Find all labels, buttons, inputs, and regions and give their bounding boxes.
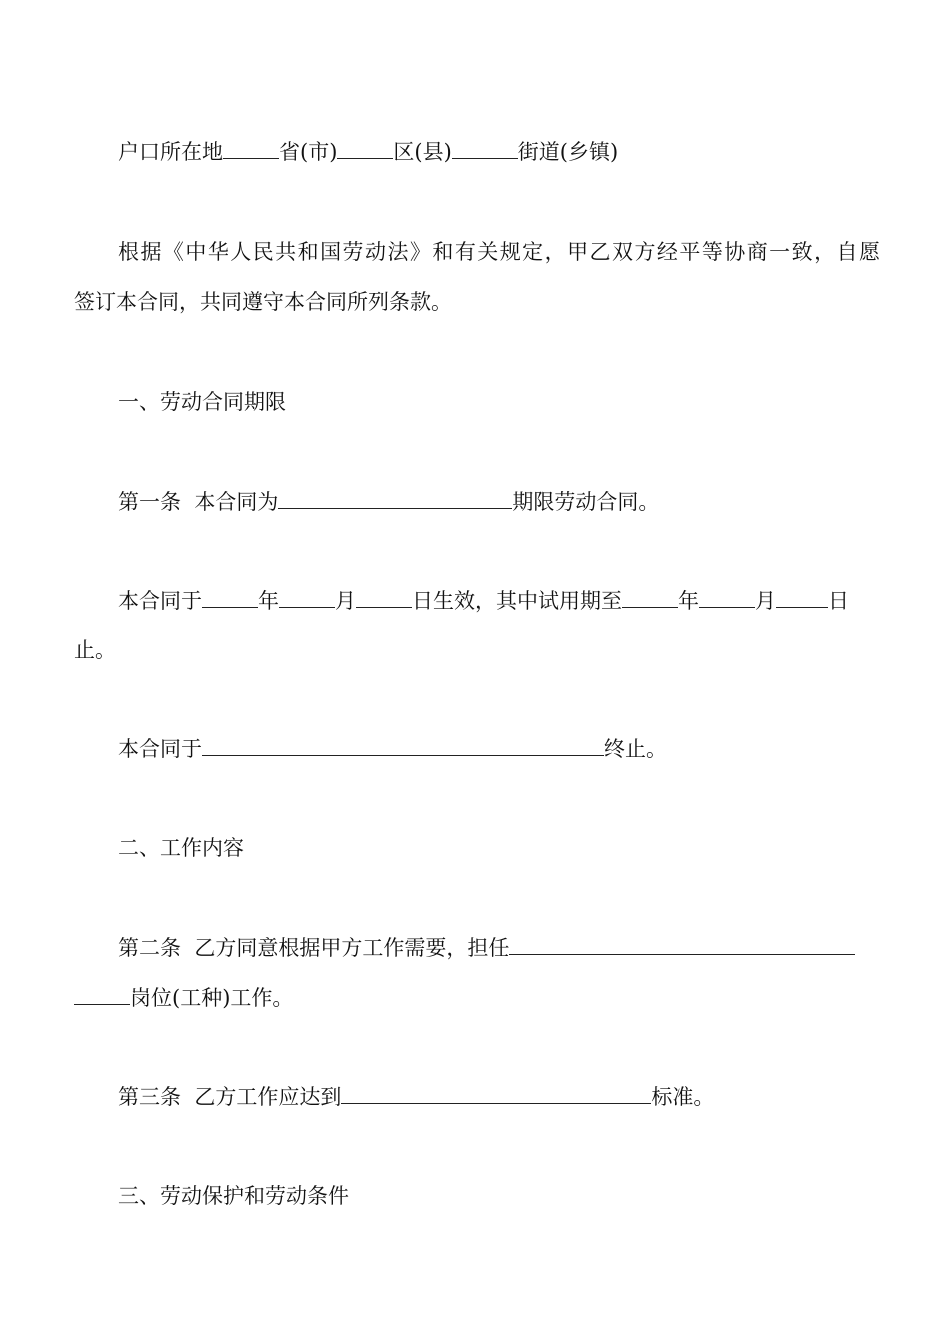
- blank-probation-day: [776, 589, 828, 608]
- effective-date-end: 止。: [74, 638, 116, 662]
- article-2-line-2: [74, 986, 880, 1010]
- blank-effective-day: [356, 589, 412, 608]
- effective-date-line: [74, 589, 924, 613]
- blank-effective-year: [202, 589, 258, 608]
- preamble-line-2: 签订本合同，共同遵守本合同所列条款。: [74, 290, 452, 314]
- effective-year-label: 年: [258, 589, 279, 613]
- article-1-suffix: 期限劳动合同。: [512, 490, 660, 514]
- article-3-prefix: 第三条 乙方工作应达到: [118, 1085, 342, 1109]
- article-2-suffix: 岗位(工种)工作。: [130, 986, 294, 1010]
- probation-year-label: 年: [678, 589, 699, 613]
- effective-month-label: 月: [335, 589, 356, 613]
- article-1: [74, 490, 924, 514]
- blank-standard: [341, 1085, 651, 1104]
- section-heading-2: 二、工作内容: [118, 836, 244, 860]
- blank-district: [337, 140, 393, 159]
- termination-prefix: 本合同于: [118, 737, 202, 761]
- effective-day-label: 日生效，其中试用期至: [412, 589, 622, 613]
- article-3-suffix: 标准。: [651, 1085, 715, 1109]
- blank-position-part-2: [74, 986, 130, 1005]
- blank-position-part-1: [509, 936, 855, 955]
- blank-probation-month: [699, 589, 755, 608]
- blank-effective-month: [279, 589, 335, 608]
- article-1-prefix: 第一条 本合同为: [118, 490, 279, 514]
- probation-month-label: 月: [755, 589, 776, 613]
- article-2-line-1: [74, 936, 924, 960]
- section-heading-3: 三、劳动保护和劳动条件: [118, 1184, 349, 1208]
- blank-street: [452, 140, 518, 159]
- residence-label: 户口所在地: [118, 140, 223, 164]
- blank-termination: [202, 737, 604, 756]
- district-label: 区(县): [393, 140, 452, 164]
- termination-line: [74, 737, 924, 761]
- blank-probation-year: [622, 589, 678, 608]
- blank-term-type: [278, 490, 512, 509]
- article-3: [74, 1085, 924, 1109]
- residence-line: [74, 140, 924, 164]
- effective-prefix: 本合同于: [118, 589, 202, 613]
- province-label: 省(市): [279, 140, 338, 164]
- blank-province: [223, 140, 279, 159]
- article-2-prefix: 第二条 乙方同意根据甲方工作需要，担任: [118, 936, 510, 960]
- preamble-line-1: 根据《中华人民共和国劳动法》和有关规定，甲乙双方经平等协商一致，自愿: [118, 240, 880, 264]
- section-heading-1: 一、劳动合同期限: [118, 390, 286, 414]
- street-label: 街道(乡镇): [517, 140, 619, 164]
- probation-day-label: 日: [828, 589, 849, 613]
- termination-suffix: 终止。: [604, 737, 667, 761]
